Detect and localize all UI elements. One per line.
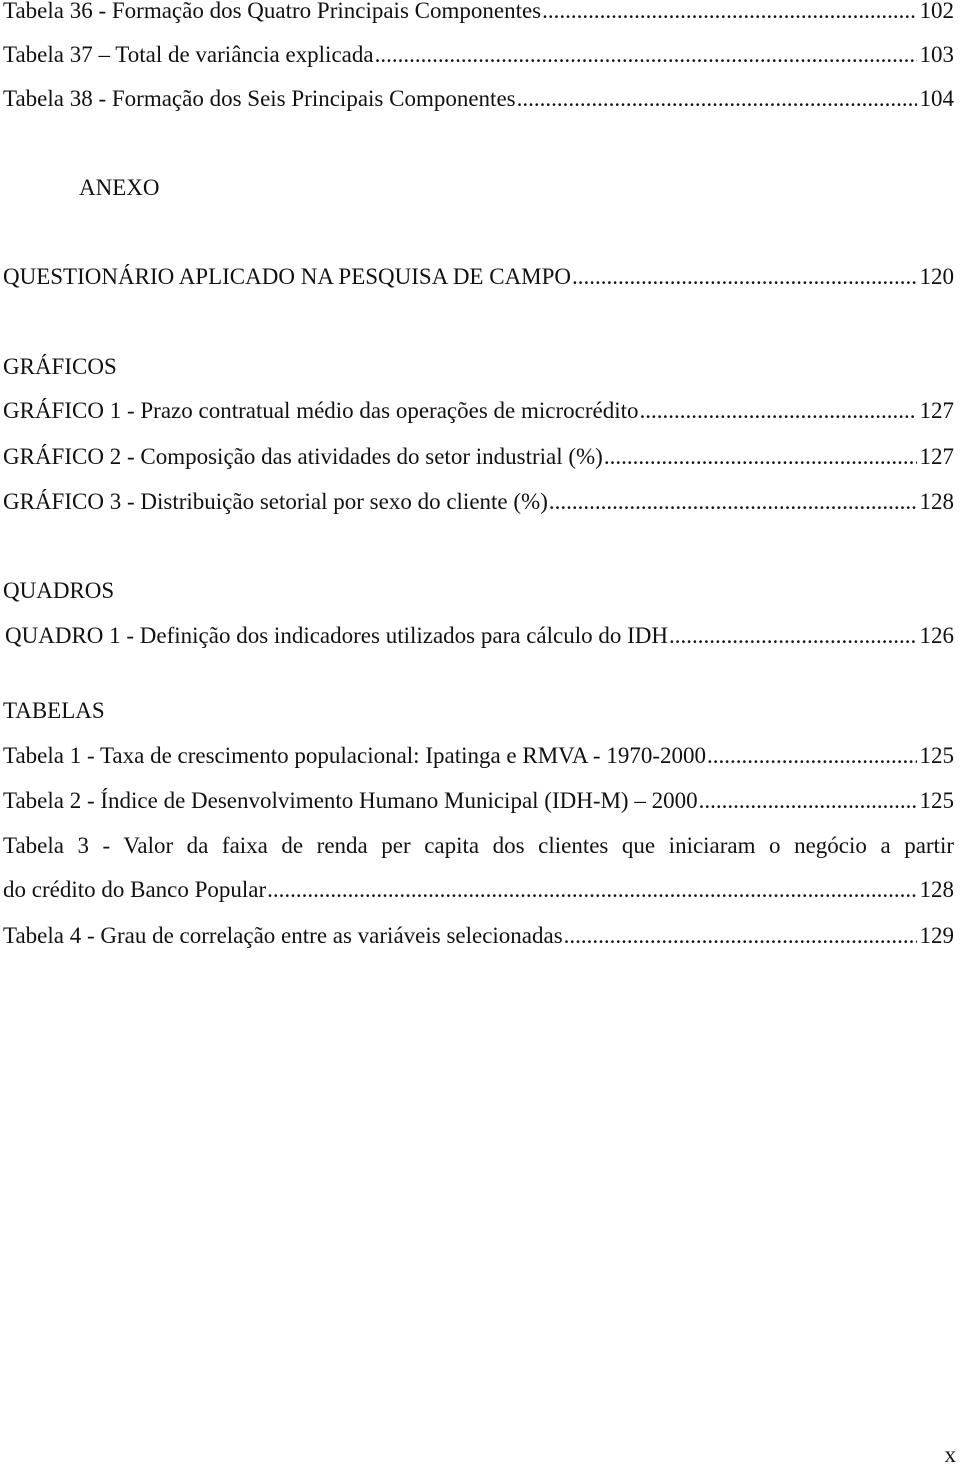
toc-entry-tabela-4[interactable] [3,923,954,953]
dot-leader [542,0,916,24]
toc-entry-grafico-3[interactable] [3,489,954,519]
toc-entry-page: 125 [919,743,954,768]
toc-entry-tabela-1[interactable] [3,743,954,773]
dot-leader [572,264,916,290]
toc-entry-title: Tabela 38 - Formação dos Seis Principais Componentes [3,86,516,111]
dot-leader [267,877,916,903]
toc-entry-questionario[interactable] [3,264,954,294]
toc-entry-tabela-2[interactable] [3,788,954,818]
toc-entry-title: QUESTIONÁRIO APLICADO NA PESQUISA DE CAMPO [3,264,572,289]
dot-leader [549,489,917,515]
toc-entry-page: 120 [919,264,954,289]
toc-entry-title: Tabela 4 - Grau de correlação entre as variáveis selecionadas [3,923,563,948]
dot-leader [564,923,917,949]
toc-entry-page: 128 [919,877,954,902]
dot-leader [669,623,917,649]
toc-entry-page: 127 [919,444,954,469]
toc-entry-page: 126 [919,623,954,648]
dot-leader [604,444,917,470]
toc-entry-page: 127 [919,398,954,423]
page-number: x [944,1442,956,1467]
toc-entry-title: Tabela 37 – Total de variância explicada [3,42,374,67]
toc-entry-tabela-3-line-1[interactable] [3,833,954,863]
toc-entry-title: Tabela 1 - Taxa de crescimento populacional: Ipatinga e RMVA - 1970-2000 [3,743,706,768]
toc-entry-title: Tabela 2 - Índice de Desenvolvimento Humano Municipal (IDH-M) – 2000 [3,788,698,813]
toc-entry-title: GRÁFICO 2 - Composição das atividades do setor industrial (%) [3,444,603,469]
dot-leader [517,86,917,112]
toc-entry-page: 125 [919,788,954,813]
toc-entry-grafico-1[interactable] [3,398,954,428]
dot-leader [699,788,917,814]
toc-entry-page: 103 [919,42,954,67]
toc-entry-grafico-2[interactable] [3,444,954,474]
toc-entry-page: 129 [919,923,954,948]
section-heading-anexo: ANEXO [79,175,160,200]
toc-entry-title: Tabela 36 - Formação dos Quatro Principais Componentes [3,0,542,23]
toc-entry-page: 102 [919,0,954,23]
toc-entry-page: 104 [919,86,954,111]
dot-leader [375,42,917,68]
toc-entry-tabela-37[interactable] [3,42,954,72]
toc-entry-title: QUADRO 1 - Definição dos indicadores utilizados para cálculo do IDH [5,623,668,648]
toc-entry-title: Tabela 3 - Valor da faixa de renda per capita dos clientes que iniciaram o negócio a partir [3,833,954,858]
section-heading-quadros: QUADROS [3,578,115,603]
dot-leader [707,743,917,769]
dot-leader [640,398,917,424]
toc-entry-tabela-36[interactable] [3,0,954,28]
toc-entry-tabela-3-line-2[interactable] [3,877,954,907]
toc-entry-title: GRÁFICO 3 - Distribuição setorial por sexo do cliente (%) [3,489,548,514]
toc-entry-page: 128 [919,489,954,514]
toc-entry-title: GRÁFICO 1 - Prazo contratual médio das operações de microcrédito [3,398,639,423]
section-heading-graficos: GRÁFICOS [3,354,117,379]
toc-entry-quadro-1[interactable] [5,623,954,653]
toc-entry-title: do crédito do Banco Popular [3,877,267,902]
section-heading-tabelas: TABELAS [3,698,105,723]
toc-entry-tabela-38[interactable] [3,86,954,116]
